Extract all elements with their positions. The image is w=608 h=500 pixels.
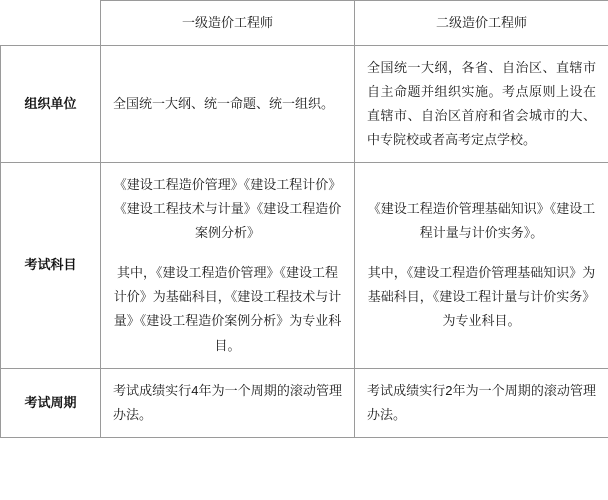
cell-organizer-level1 [101, 46, 355, 163]
paragraph: 全国统一大纲，各省、自治区、直辖市自主命题并组织实施。考点原则上设在直辖市、自治区首府和省会城市的大、中专院校或者高考定点学校。 [367, 60, 596, 148]
row-label-subjects: 考试科目 [1, 163, 101, 368]
row-label-cycle: 考试周期 [1, 368, 101, 437]
header-col1: 一级造价工程师 [101, 1, 355, 46]
cell-organizer-level2 [355, 46, 608, 163]
cell-cycle-level1 [101, 368, 355, 437]
header-corner-cell [1, 1, 101, 46]
header-col2: 二级造价工程师 [355, 1, 608, 46]
paragraph: 考试成绩实行4年为一个周期的滚动管理办法。 [113, 382, 342, 422]
table-row [1, 46, 608, 163]
cell-cycle-level2 [355, 368, 608, 437]
paragraph: 考试成绩实行2年为一个周期的滚动管理办法。 [367, 382, 596, 422]
table-header-row [1, 1, 608, 46]
table-row [1, 163, 608, 368]
cell-subjects-level2 [355, 163, 608, 368]
table-row [1, 368, 608, 437]
paragraph: 其中，《建设工程造价管理基础知识》为基础科目，《建设工程计量与计价实务》为专业科目。 [367, 265, 596, 329]
paragraph: 其中，《建设工程造价管理》《建设工程计价》为基础科目，《建设工程技术与计量》《建设工程造价案例分析》为专业科目。 [113, 265, 342, 353]
paragraph: 《建设工程造价管理基础知识》《建设工程计量与计价实务》。 [367, 201, 596, 241]
paragraph: 全国统一大纲、统一命题、统一组织。 [113, 96, 335, 112]
row-label-organizer: 组织单位 [1, 46, 101, 163]
cell-subjects-level1 [101, 163, 355, 368]
paragraph: 《建设工程造价管理》《建设工程计价》《建设工程技术与计量》《建设工程造价案例分析》 [113, 177, 342, 241]
